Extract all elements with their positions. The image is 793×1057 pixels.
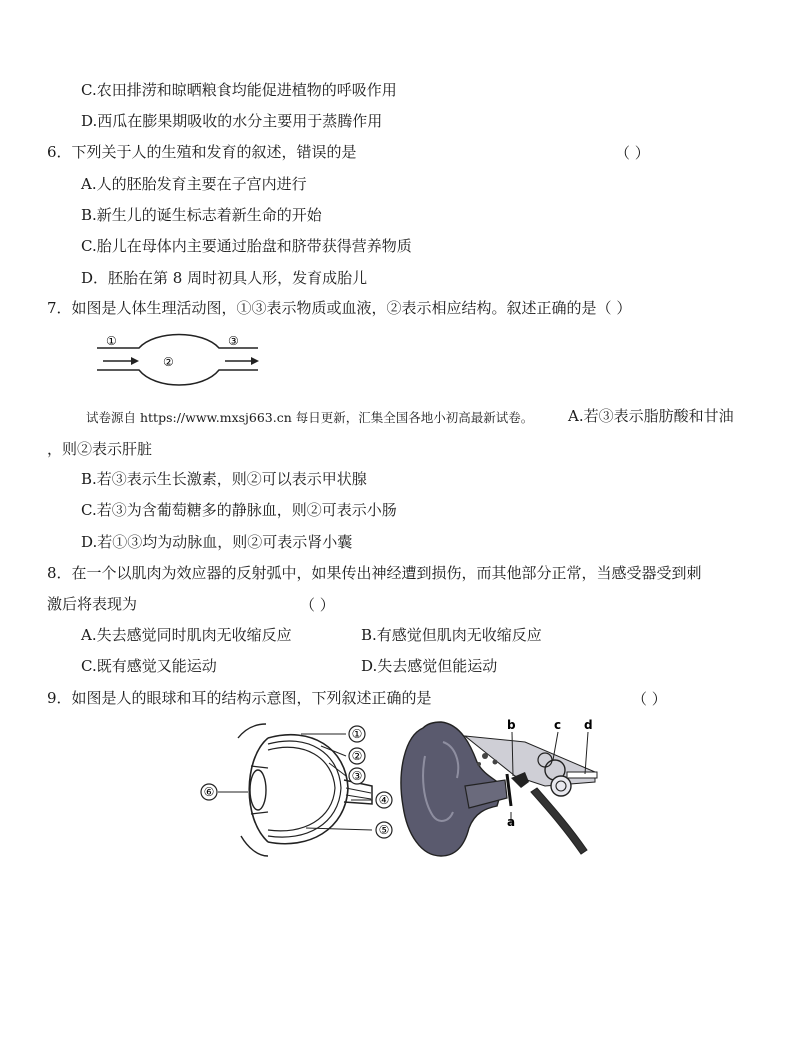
q7-label-2: ② bbox=[163, 355, 174, 369]
ear-structure-diagram bbox=[395, 716, 600, 864]
q7-label-1: ① bbox=[106, 334, 117, 348]
q6-option-a: A.人的胚胎发育主要在子宫内进行 bbox=[81, 175, 307, 193]
eye-label-2: ② bbox=[351, 749, 363, 763]
q8-answer-paren: （ ） bbox=[300, 596, 335, 614]
q7-option-c: C.若③为含葡萄糖多的静脉血，则②可表示小肠 bbox=[81, 501, 397, 519]
q6-option-c: C.胎儿在母体内主要通过胎盘和脐带获得营养物质 bbox=[81, 237, 412, 255]
q7-stem: 7．如图是人体生理活动图，①③表示物质或血液，②表示相应结构。叙述正确的是（ ） bbox=[47, 299, 632, 317]
q8-stem: 8．在一个以肌肉为效应器的反射弧中，如果传出神经遭到损伤，而其他部分正常，当感受器受到刺 bbox=[47, 564, 702, 582]
q5-option-d: D.西瓜在膨果期吸收的水分主要用于蒸腾作用 bbox=[81, 112, 383, 130]
ear-label-b: b bbox=[507, 718, 516, 732]
ear-label-a: a bbox=[507, 815, 516, 829]
q6-option-d: D．胚胎在第 8 周时初具人形，发育成胎儿 bbox=[81, 269, 368, 287]
q6-option-b: B.新生儿的诞生标志着新生命的开始 bbox=[81, 206, 322, 224]
eye-label-4: ④ bbox=[378, 793, 390, 807]
source-watermark: 试卷源自 https://www.mxsj663.cn 每日更新，汇集全国各地小初高最新试卷。 bbox=[86, 410, 534, 425]
q9-answer-paren: （ ） bbox=[632, 690, 667, 708]
q7-option-d: D.若①③均为动脉血，则②可表示肾小囊 bbox=[81, 533, 353, 551]
q7-option-b: B.若③表示生长激素，则②可以表示甲状腺 bbox=[81, 470, 367, 488]
q8-stem-cont: 激后将表现为 bbox=[47, 595, 138, 613]
q8-option-b: B.有感觉但肌肉无收缩反应 bbox=[361, 626, 542, 644]
ear-label-d: d bbox=[584, 718, 593, 732]
eye-structure-diagram bbox=[196, 718, 401, 860]
eye-label-5: ⑤ bbox=[378, 823, 390, 837]
eye-label-3: ③ bbox=[351, 769, 363, 783]
q7-label-3: ③ bbox=[228, 334, 239, 348]
q9-stem: 9．如图是人的眼球和耳的结构示意图，下列叙述正确的是 bbox=[47, 689, 432, 707]
q6-stem: 6．下列关于人的生殖和发育的叙述，错误的是 bbox=[47, 143, 357, 161]
eye-label-6: ⑥ bbox=[203, 785, 215, 799]
q8-option-c: C.既有感觉又能运动 bbox=[81, 657, 217, 675]
q7-option-a-start: A.若③表示脂肪酸和甘油 bbox=[568, 407, 734, 425]
ear-label-c: c bbox=[554, 718, 562, 732]
q5-option-c: C.农田排涝和晾晒粮食均能促进植物的呼吸作用 bbox=[81, 81, 397, 99]
q6-answer-paren: （ ） bbox=[615, 144, 650, 162]
q8-option-d: D.失去感觉但能运动 bbox=[361, 657, 498, 675]
q8-option-a: A.失去感觉同时肌肉无收缩反应 bbox=[81, 626, 292, 644]
q7-flow-diagram bbox=[95, 328, 260, 392]
eye-label-1: ① bbox=[351, 727, 363, 741]
q7-option-a-end: ，则②表示肝脏 bbox=[47, 440, 153, 458]
